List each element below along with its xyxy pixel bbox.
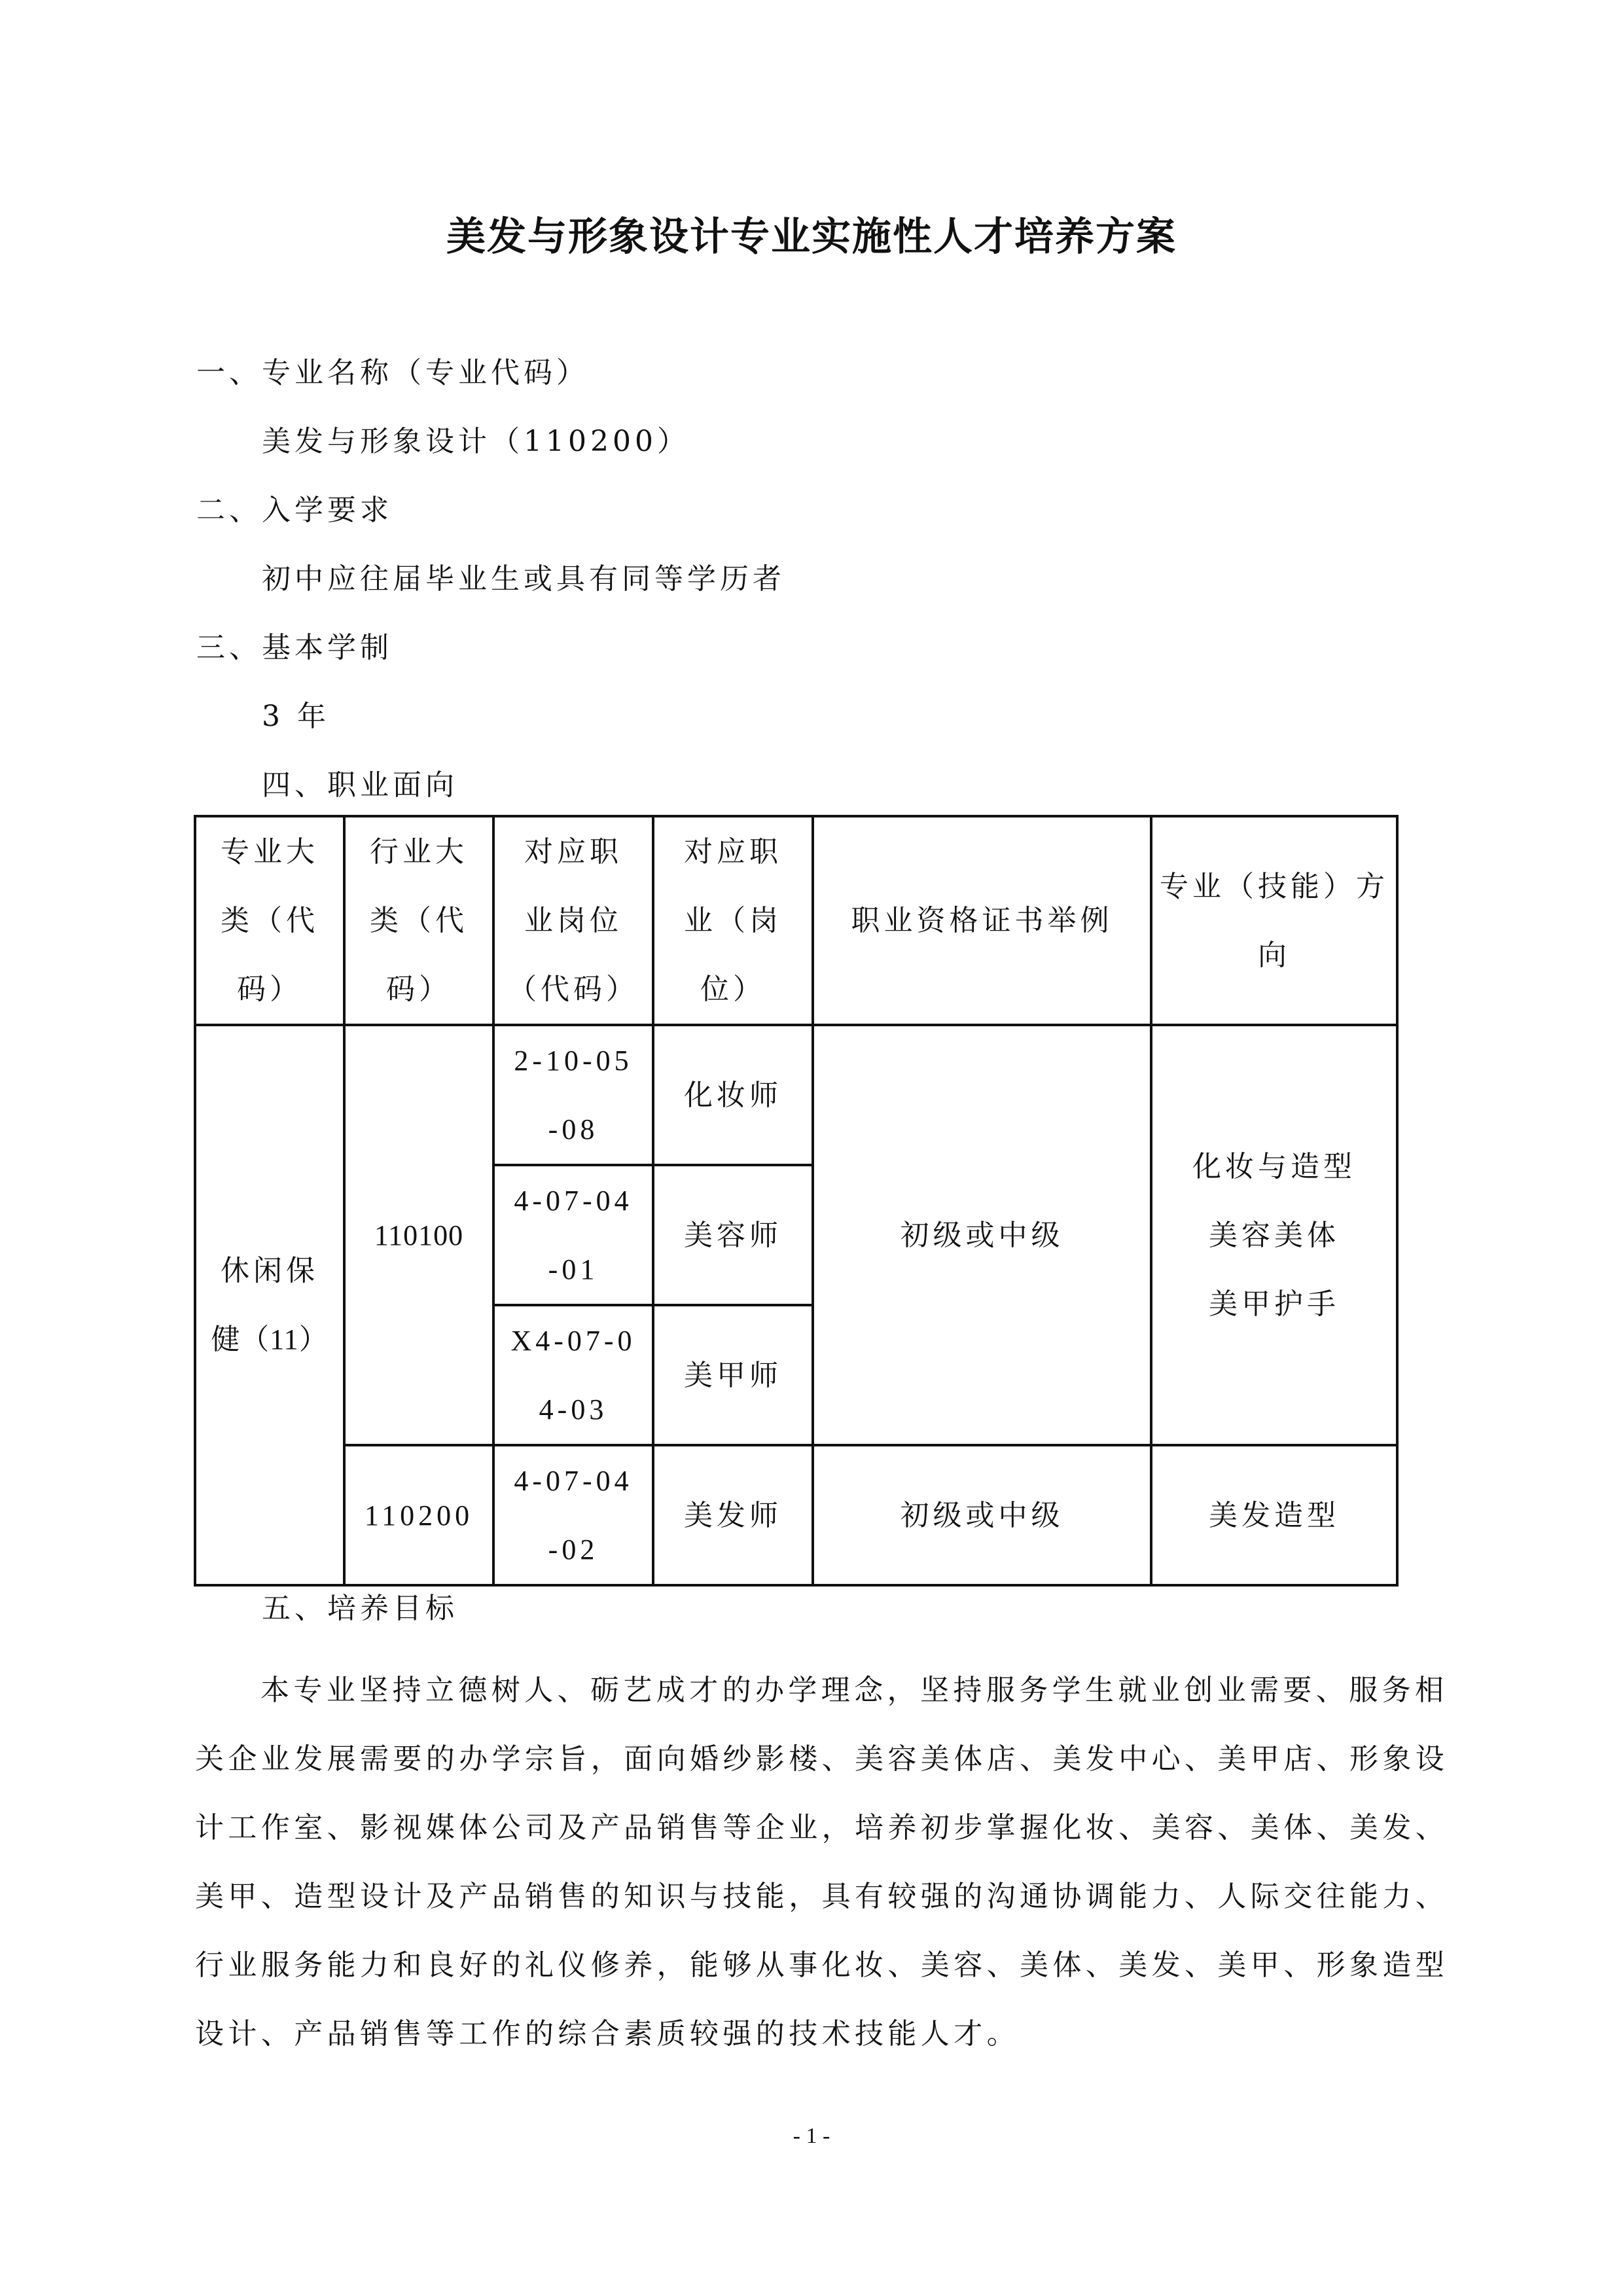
occupation-cell: 美甲师	[653, 1305, 813, 1445]
table-row	[195, 1445, 1397, 1585]
paragraph-line: 行业服务能力和良好的礼仪修养，能够从事化妆、美容、美体、美发、美甲、形象造型	[195, 1948, 1449, 1982]
major-name-code: 美发与形象设计（110200）	[262, 425, 690, 458]
training-objective-paragraph	[195, 1656, 1449, 2068]
section-3-heading: 三、基本学制	[196, 631, 393, 664]
direction-cell: 美发造型	[1151, 1445, 1397, 1585]
header-major-category: 专业大 类（代 码）	[195, 816, 344, 1025]
paragraph-line: 计工作室、影视媒体公司及产品销售等企业，培养初步掌握化妆、美容、美体、美发、	[195, 1811, 1449, 1844]
paragraph-line: 美甲、造型设计及产品销售的知识与技能，具有较强的沟通协调能力、人际交往能力、	[195, 1880, 1449, 1913]
section-1-heading: 一、专业名称（专业代码）	[196, 356, 589, 389]
table-row	[195, 1025, 1397, 1165]
post-code-cell: 2-10-05 -08	[493, 1025, 653, 1165]
major-category-cell: 休闲保 健（11）	[195, 1025, 344, 1585]
table-header-row	[195, 816, 1397, 1025]
occupation-cell: 美容师	[653, 1165, 813, 1305]
section-2-heading: 二、入学要求	[196, 493, 393, 527]
section-4-heading: 四、职业面向	[262, 768, 458, 802]
study-duration: 3 年	[262, 700, 330, 733]
post-code-cell: 4-07-04 -01	[493, 1165, 653, 1305]
paragraph-line: 关企业发展需要的办学宗旨，面向婚纱影楼、美容美体店、美发中心、美甲店、形象设	[195, 1742, 1449, 1776]
admission-requirement: 初中应往届毕业生或具有同等学历者	[262, 562, 785, 596]
certificate-cell: 初级或中级	[813, 1445, 1151, 1585]
paragraph-line: 本专业坚持立德树人、砺艺成才的办学理念，坚持服务学生就业创业需要、服务相	[260, 1674, 1448, 1707]
certificate-cell: 初级或中级	[813, 1025, 1151, 1445]
post-code-cell: X4-07-0 4-03	[493, 1305, 653, 1445]
section-5-heading: 五、培养目标	[262, 1592, 458, 1625]
industry-code-cell: 110100	[344, 1025, 493, 1445]
header-direction: 专业（技能）方 向	[1151, 816, 1397, 1025]
post-code-cell: 4-07-04 -02	[493, 1445, 653, 1585]
page-number: - 1 -	[793, 2124, 830, 2148]
header-industry-category: 行业大 类（代 码）	[344, 816, 493, 1025]
document-title: 美发与形象设计专业实施性人才培养方案	[446, 214, 1177, 260]
industry-code-cell: 110200	[344, 1445, 493, 1585]
header-occupation: 对应职 业（岗 位）	[653, 816, 813, 1025]
direction-cell: 化妆与造型 美容美体 美甲护手	[1151, 1025, 1397, 1445]
occupation-cell: 美发师	[653, 1445, 813, 1585]
header-post-code: 对应职 业岗位 （代码）	[493, 816, 653, 1025]
paragraph-line: 设计、产品销售等工作的综合素质较强的技术技能人才。	[195, 2017, 1020, 2051]
occupation-table	[194, 815, 1399, 1587]
occupation-cell: 化妆师	[653, 1025, 813, 1165]
header-certificate: 职业资格证书举例	[813, 816, 1151, 1025]
